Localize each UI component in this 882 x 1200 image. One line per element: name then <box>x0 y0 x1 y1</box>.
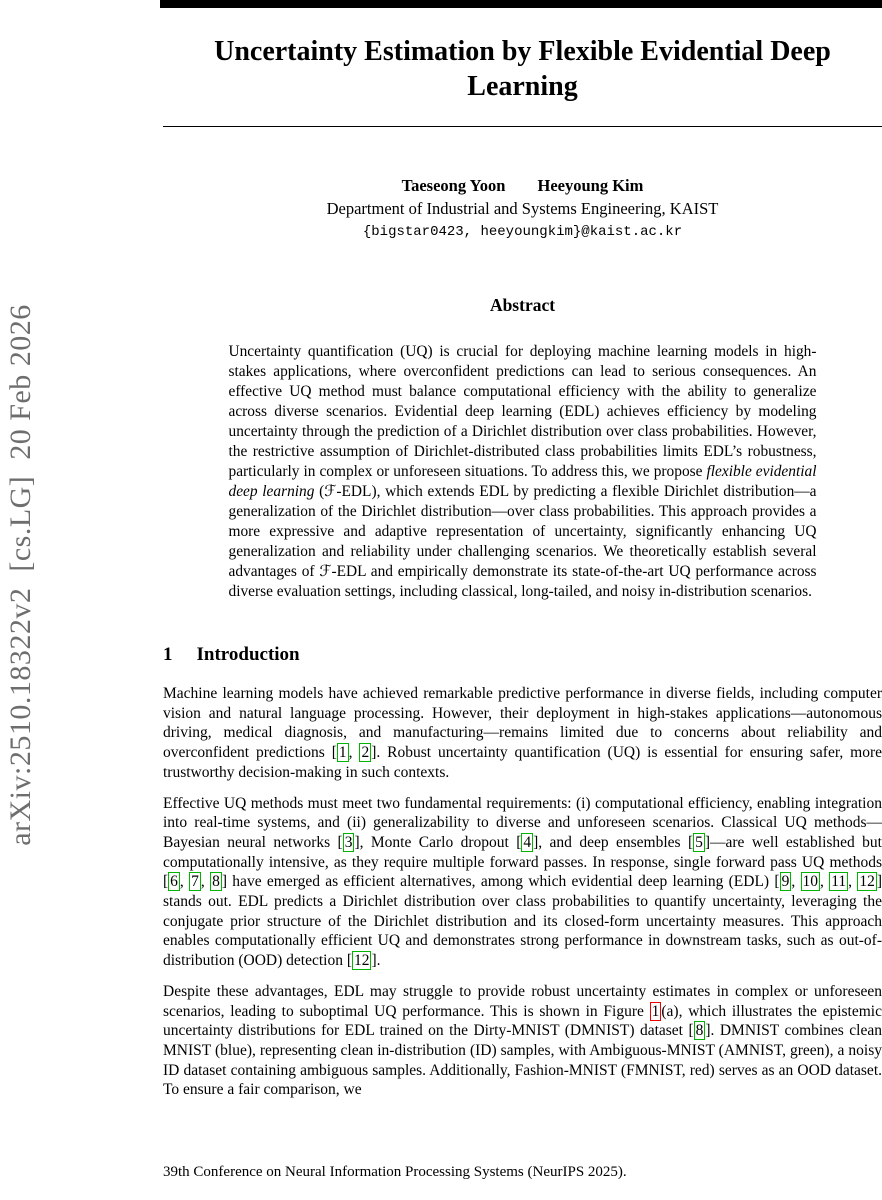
citation-link[interactable]: 10 <box>802 873 819 891</box>
paper-title: Uncertainty Estimation by Flexible Evidential Deep Learning <box>214 36 831 102</box>
paragraph <box>163 794 882 971</box>
citation-link[interactable]: 8 <box>695 1022 704 1040</box>
text-run: (a), which illustrates the epistemic uncertainty distributions for EDL trained on the Dirty-MNIST (DMNIST) dataset [ <box>163 1002 882 1040</box>
text-run: ]—are well established but computationally intensive, as they require multiple forward passes. In response, single forward pass UQ methods [ <box>163 833 882 891</box>
text-run: Uncertainty quantification (UQ) is crucial for deploying machine learning models in high-stakes applications, where overconfident predictions can lead to serious consequences. An effective UQ method must balance computational efficiency with the ability to generalize across diverse scenarios. Evidential deep learning (EDL) achieves efficiency by modeling uncertainty through the prediction of a Dirichlet distribution over class probabilities. However, the restrictive assumption of Dirichlet-distributed class probabilities limits EDL’s robustness, particularly in complex or unforeseen situations. To address this, we propose <box>228 343 817 480</box>
authors-block <box>163 175 882 243</box>
text-run: ], Monte Carlo dropout [ <box>354 833 522 851</box>
text-run: ]. DMNIST combines clean MNIST (blue), representing clean in-distribution (ID) samples, with Ambiguous-MNIST (AMNIST, green), a noisy ID dataset containing ambiguous samples. Additionally, Fashion-MNIST (FMNIST, red) serves as an OOD dataset. To ensure a fair comparison, we <box>163 1022 882 1099</box>
citation-link[interactable]: 12 <box>353 952 370 970</box>
text-run: ]. <box>371 952 381 970</box>
text-run: , <box>791 873 801 891</box>
citation-link[interactable]: 11 <box>831 873 847 891</box>
text-run: , <box>848 873 858 891</box>
text-run: ] stands out. EDL predicts a Dirichlet distribution over class probabilities to quantify uncertainty, leveraging the conjugate prior structure of the Dirichlet distribution and its closed-form uncertainty measures. This approach enables computationally efficient UQ and demonstrates strong performance in downstream tasks, such as out-of-distribution (OOD) detection [ <box>163 873 882 970</box>
section-heading-introduction <box>163 644 882 666</box>
arxiv-watermark: arXiv:2510.18322v2 [cs.LG] 20 Feb 2026 <box>4 304 37 846</box>
conference-footnote: 39th Conference on Neural Information Processing Systems (NeurIPS 2025). <box>163 1164 627 1180</box>
citation-link[interactable]: 3 <box>344 833 353 851</box>
title-rule <box>163 126 882 127</box>
citation-link[interactable]: 12 <box>859 873 875 891</box>
text-run: , <box>820 873 830 891</box>
email: {bigstar0423, heeyoungkim}@kaist.ac.kr <box>362 224 683 240</box>
emphasis-text: flexible evidential deep learning <box>228 463 817 500</box>
citation-link[interactable]: 2 <box>361 744 370 762</box>
abstract-text <box>229 342 817 602</box>
text-run: , <box>200 873 211 891</box>
text-run: Machine learning models have achieved remarkable predictive performance in diverse fields, including computer vision and natural language processing. However, their deployment in high-stakes applications—autonomous driving, medical diagnosis, and manufacturing—remains limited due to concerns about reliability and overconfident predictions [ <box>163 685 882 762</box>
citation-link[interactable]: 9 <box>781 873 790 891</box>
paper-content <box>163 0 882 1200</box>
paragraph <box>163 684 882 783</box>
text-run: ] have emerged as efficient alternatives, among which evidential deep learning (EDL) [ <box>221 873 780 891</box>
text-run: Effective UQ methods must meet two fundamental requirements: (i) computational efficiency, enabling integration into real-time systems, and (ii) generalizability to diverse and unforeseen scenarios. Classical UQ methods—Bayesian neural networks [ <box>163 794 882 851</box>
affiliation: Department of Industrial and Systems Engineering, KAIST <box>326 199 719 218</box>
author-name: Taeseong Yoon <box>401 176 506 195</box>
text-run: (ℱ-EDL), which extends EDL by predicting a flexible Dirichlet distribution—a generalization of the Dirichlet distribution—over class probabilities. This approach provides a more expressive and adaptive representation of uncertainty, significantly enhancing UQ generalization and reliability under challenging scenarios. We theoretically establish several advantages of ℱ-EDL and empirically demonstrate its state-of-the-art UQ performance across diverse evaluation settings, including classical, long-tailed, and noisy in-distribution scenarios. <box>228 483 817 600</box>
author-names <box>163 175 882 196</box>
section-title: Introduction <box>196 644 300 665</box>
abstract-heading: Abstract <box>489 295 556 315</box>
text-run: , <box>179 873 190 891</box>
citation-link[interactable]: 8 <box>212 873 220 891</box>
text-run: ], and deep ensembles [ <box>533 833 694 851</box>
author-name: Heeyoung Kim <box>537 176 644 195</box>
paragraph <box>163 982 882 1100</box>
citation-link[interactable]: 5 <box>695 833 703 851</box>
citation-link[interactable]: 6 <box>170 873 178 891</box>
text-run: , <box>348 744 360 762</box>
section-number: 1 <box>163 644 173 665</box>
figure-link[interactable]: 1 <box>651 1002 660 1020</box>
citation-link[interactable]: 4 <box>523 833 532 851</box>
citation-link[interactable]: 7 <box>191 873 199 891</box>
citation-link[interactable]: 1 <box>338 744 347 762</box>
text-run: Despite these advantages, EDL may struggle to provide robust uncertainty estimates in complex or unforeseen scenarios, leading to suboptimal UQ performance. This is shown in Figure <box>163 982 882 1020</box>
text-run: ]. Robust uncertainty quantification (UQ) is essential for ensuring safer, more trustworthy decision-making in such contexts. <box>163 744 882 781</box>
